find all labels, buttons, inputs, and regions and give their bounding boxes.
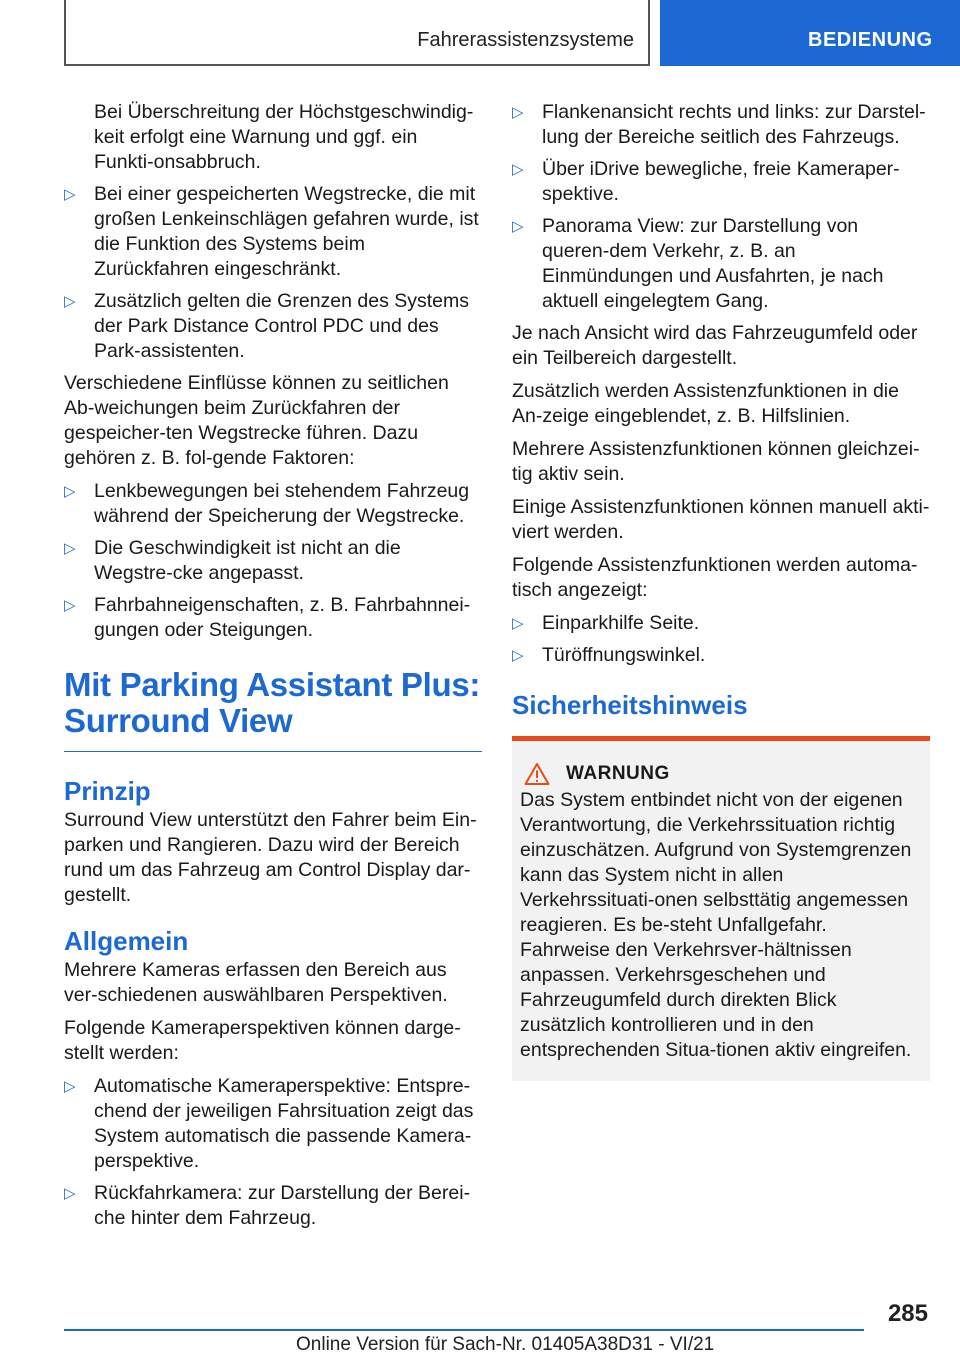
paragraph: Verschiedene Einflüsse können zu seitlichen Ab-weichungen beim Zurückfahren der gespeicher-ten Wegstrecke führen. Dazu gehören z. B. fol-gende Faktoren: — [64, 372, 449, 469]
footer-online-version: Online Version für Sach-Nr. 01405A38D31 - VI/21 — [296, 1334, 715, 1355]
left-column — [64, 100, 482, 1238]
list-item: ▷ Bei einer gespeicherten Wegstrecke, die mit großen Lenkeinschlägen gefahren wurde, ist die Funktion des Systems beim Zurückfahren eingeschränkt. — [64, 183, 479, 280]
triangle-bullet-icon: ▷ — [64, 540, 76, 557]
section-heading-sicherheit: Sicherheitshinweis — [512, 690, 748, 720]
triangle-bullet-icon: ▷ — [64, 1185, 76, 1202]
list-item: ▷ Die Geschwindigkeit ist nicht an die Wegstre-cke angepasst. — [64, 537, 401, 584]
section-heading: Mit Parking Assistant Plus: Surround View — [64, 667, 482, 752]
warning-box — [512, 736, 930, 1081]
triangle-bullet-icon: ▷ — [512, 104, 524, 121]
triangle-bullet-icon: ▷ — [64, 1078, 76, 1095]
warning-triangle-icon — [524, 762, 550, 786]
paragraph: Surround View unterstützt den Fahrer beim Ein-parken und Rangieren. Dazu wird der Bereich rund um das Fahrzeug am Control Display dar-gestellt. — [64, 809, 477, 906]
list-item: ▷ Rückfahrkamera: zur Darstellung der Berei-che hinter dem Fahrzeug. — [64, 1182, 471, 1229]
continued-text: Bei Überschreitung der Höchstgeschwindig-keit erfolgt eine Warnung und ggf. ein Funkti-onsabbruch. — [94, 101, 474, 173]
triangle-bullet-icon: ▷ — [64, 186, 76, 203]
triangle-bullet-icon: ▷ — [512, 615, 524, 632]
footer-divider — [64, 1329, 864, 1331]
list-item: ▷ Flankenansicht rechts und links: zur Darstel-lung der Bereiche seitlich des Fahrzeugs. — [512, 101, 926, 148]
list-item: ▷ Über iDrive bewegliche, freie Kameraper-spektive. — [512, 158, 900, 205]
triangle-bullet-icon: ▷ — [64, 597, 76, 614]
triangle-bullet-icon: ▷ — [512, 647, 524, 664]
paragraph: Folgende Kameraperspektiven können darge-stellt werden: — [64, 1017, 461, 1064]
paragraph: Mehrere Kameras erfassen den Bereich aus ver-schiedenen auswählbaren Perspektiven. — [64, 959, 448, 1006]
section-title: Fahrerassistenzsysteme — [417, 29, 634, 51]
list-item: ▷ Fahrbahneigenschaften, z. B. Fahrbahnnei-gungen oder Steigungen. — [64, 594, 471, 641]
subheading-prinzip: Prinzip — [64, 776, 151, 806]
list-item: ▷ Automatische Kameraperspektive: Entspre-chend der jeweiligen Fahrsituation zeigt das System automatisch die passende Kamera-perspektive. — [64, 1075, 474, 1172]
right-column — [512, 100, 930, 1081]
list-item: ▷ Panorama View: zur Darstellung von queren-dem Verkehr, z. B. an Einmündungen und Ausfahrten, je nach aktuell eingelegtem Gang. — [512, 215, 884, 312]
paragraph: Mehrere Assistenzfunktionen können gleichzei-tig aktiv sein. — [512, 438, 920, 485]
paragraph: Einige Assistenzfunktionen können manuell akti-viert werden. — [512, 496, 930, 543]
section-tab — [64, 0, 650, 66]
list-item: ▷ Türöffnungswinkel. — [512, 644, 706, 666]
triangle-bullet-icon: ▷ — [512, 218, 524, 235]
list-item: ▷ Einparkhilfe Seite. — [512, 612, 700, 634]
chapter-title: BEDIENUNG — [808, 29, 933, 51]
subheading-allgemein: Allgemein — [64, 926, 189, 956]
paragraph: Je nach Ansicht wird das Fahrzeugumfeld oder ein Teilbereich dargestellt. — [512, 322, 918, 369]
list-item: ▷ Zusätzlich gelten die Grenzen des Systems der Park Distance Control PDC und des Park-assistenten. — [64, 290, 470, 362]
list-item: ▷ Lenkbewegungen bei stehendem Fahrzeug während der Speicherung der Wegstrecke. — [64, 480, 470, 527]
paragraph: Zusätzlich werden Assistenzfunktionen in die An-zeige eingeblendet, z. B. Hilfslinien. — [512, 380, 899, 427]
warning-title: WARNUNG — [566, 763, 670, 784]
page-number: 285 — [887, 1300, 928, 1327]
page-header — [0, 0, 960, 66]
triangle-bullet-icon: ▷ — [64, 293, 76, 310]
triangle-bullet-icon: ▷ — [512, 161, 524, 178]
warning-header — [520, 761, 922, 786]
warning-text: Das System entbindet nicht von der eigenen Verantwortung, die Verkehrssituation richtig einzuschätzen. Aufgrund von Systemgrenzen kann das System nicht in allen Verkehrssituati-onen selbsttätig angemessen reagieren. Es be-steht Unfallgefahr. Fahrweise den Verkehrsver-hältnissen anpassen. Verkehrsgeschehen und Fahrzeugumfeld durch direkten Blick zusätzlich kontrollieren und in den entsprechenden Situa-tionen aktiv eingreifen. — [520, 789, 912, 1061]
paragraph: Folgende Assistenzfunktionen werden automa-tisch angezeigt: — [512, 554, 918, 601]
triangle-bullet-icon: ▷ — [64, 483, 76, 500]
chapter-tab — [660, 0, 960, 66]
